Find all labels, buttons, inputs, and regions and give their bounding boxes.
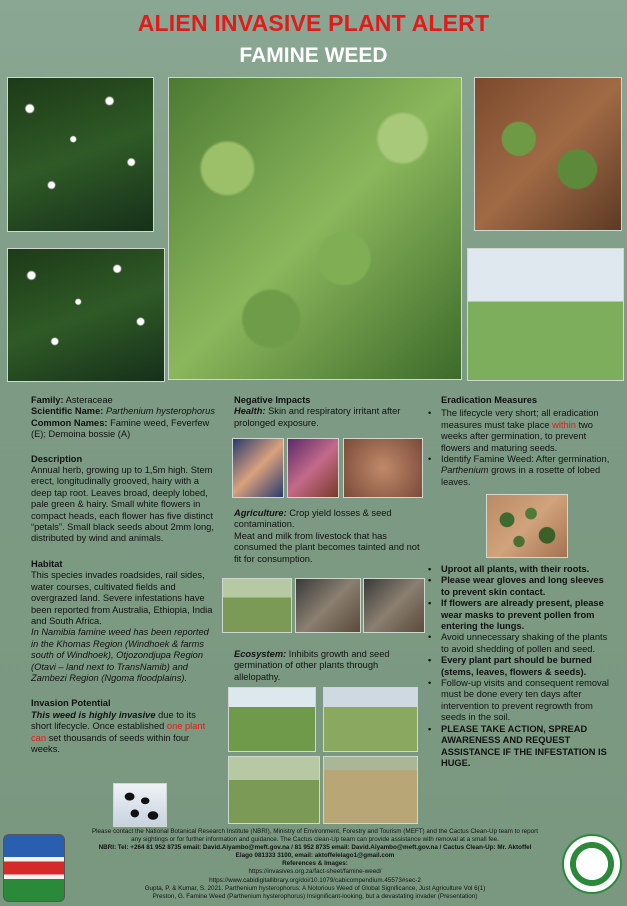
agriculture-text-2: Meat and milk from livestock that has consumed the plant becomes tainted and not fit for consumption. bbox=[234, 530, 420, 564]
impacts-heading: Negative Impacts bbox=[234, 395, 311, 405]
scientific-name-label: Scientific Name: bbox=[31, 406, 104, 417]
photo-infested-field bbox=[467, 248, 624, 381]
photo-black-seeds bbox=[113, 783, 167, 827]
eradication-bullet-5: • If flowers are already present, please wear masks to prevent pollen from entering the lungs. bbox=[427, 598, 613, 632]
eradication-heading: Eradication Measures bbox=[441, 395, 538, 405]
photo-savanna bbox=[323, 687, 418, 752]
poster-subtitle: FAMINE WEED bbox=[239, 44, 388, 67]
agriculture-label: Agriculture: bbox=[234, 508, 287, 518]
footer-contact-text: Please contact the National Botanical Research Institute (NBRI), Ministry of Environment, Forestry and Tourism (MEFT) and the Cactus Clean-Up team to report any sightings or for further information and guidance. The Cactus clean-Up team can provide assistance with removal at a small fee. bbox=[91, 828, 539, 844]
invasion-heading: Invasion Potential bbox=[31, 698, 111, 709]
reference-1: https://invasives.org.za/fact-sheet/famine-weed/ bbox=[248, 868, 382, 876]
habitat-text: This species invades roadsides, rail sides, water courses, cultivated fields and overgrazed land. Severe infestations have been reported from Australia, Ethiopia, India and South Africa. bbox=[31, 570, 213, 626]
reference-2: https://www.cabidigitallibrary.org/doi/10.1079/cabicompendium.45573#sec-2 bbox=[209, 876, 421, 884]
health-label: Health: bbox=[234, 406, 266, 417]
reference-3: Gupta, P. & Kumar, S. 2021. Parthenium hysterophorus: A Notorious Weed of Global Significance, Just Agriculture Vol 6(1) bbox=[144, 884, 486, 892]
habitat-heading: Habitat bbox=[31, 558, 63, 569]
photo-leaf-rosette bbox=[474, 77, 622, 231]
photo-skin-hand bbox=[232, 438, 284, 498]
invasion-text-1: due to its short lifecycle. Once established bbox=[31, 709, 196, 732]
photo-oryx bbox=[323, 756, 418, 824]
agriculture-text: Crop yield losses & seed contamination. bbox=[234, 508, 392, 530]
eradication-bullet-3: • Uproot all plants, with their roots. bbox=[427, 564, 613, 575]
photo-cow-closeup bbox=[363, 578, 425, 633]
eradication-bullet-8: • Follow-up visits and consequent removal must be done every ten days after intervention to prevent regrowth from seeds in the soil. bbox=[427, 678, 613, 724]
description-heading: Description bbox=[31, 453, 83, 464]
photo-antelope bbox=[228, 756, 320, 824]
photo-flowering-stems bbox=[7, 77, 154, 232]
eradication-bullet-7: • Every plant part should be burned (stems, leaves, flowers & seeds). bbox=[427, 655, 613, 678]
family-label: Family: bbox=[31, 395, 64, 405]
photo-goat bbox=[222, 578, 292, 633]
eradication-bullet-6: • Avoid unnecessary shaking of the plants to avoid shedding of pollen and seed. bbox=[427, 632, 613, 655]
family-value: Asteraceae bbox=[65, 395, 113, 405]
eradication-bullet-4: • Please wear gloves and long sleeves to prevent skin contact. bbox=[427, 575, 613, 598]
references-heading: References & Images: bbox=[282, 860, 348, 868]
photo-plant-cluster bbox=[168, 77, 462, 380]
ecosystem-text: Inhibits growth and seed germination of other plants through allelopathy. bbox=[234, 649, 390, 682]
namibia-coat-of-arms-logo bbox=[3, 834, 65, 902]
photo-seed-contamination bbox=[343, 438, 423, 498]
invasion-text-2: set thousands of seeds within four weeks. bbox=[31, 732, 190, 754]
eradication-bullet-1: • The lifecycle very short; all eradication measures must take place within two weeks after germination, to prevent flowers and maturing seeds. bbox=[427, 408, 613, 454]
ecosystem-label: Ecosystem: bbox=[234, 649, 287, 659]
eradication-bullet-2: • Identify Famine Weed: After germination, Parthenium grows in a rosette of lobed leaves. bbox=[427, 454, 613, 488]
ministry-environment-logo bbox=[562, 834, 622, 894]
photo-roadside bbox=[228, 687, 316, 752]
photo-seedling-rosette bbox=[486, 494, 568, 558]
scientific-name-value: Parthenium hysterophorus bbox=[105, 406, 215, 417]
invasion-red-text: one plant can bbox=[31, 721, 206, 743]
habitat-namibia-text: In Namibia famine weed has been reported in the Khomas Region (Windhoek & farms south of Windhoek), Otjozondjupa Region (Otavi – land next to TransNamib) and Zambezi Region (Ngoma floodplains). bbox=[31, 627, 209, 683]
photo-white-flowers bbox=[7, 248, 165, 382]
poster-title: ALIEN INVASIVE PLANT ALERT bbox=[137, 10, 490, 36]
description-text: Annual herb, growing up to 1,5m high. Stem erect, longitudinally grooved, hairy with a deep tap root. Leaves broad, deeply lobed, pale green & hairy. Small white flowers in compact heads, each flower has five distinct “petals”. Small black seeds about 2mm long, distributed by wind and animals. bbox=[31, 465, 214, 544]
invasion-bold-text: This weed is highly invasive bbox=[31, 709, 156, 720]
common-names-value: Famine weed, Feverfew (E); Demoina bossie (A) bbox=[31, 417, 210, 440]
eradication-bullet-9: • PLEASE TAKE ACTION, SPREAD AWARENESS AND REQUEST ASSISTANCE IF THE INFESTATION IS HUGE. bbox=[427, 724, 613, 770]
health-text: Skin and respiratory irritant after prolonged exposure. bbox=[234, 406, 401, 428]
photo-cow bbox=[295, 578, 361, 633]
footer-phone-emails: NBRI: Tel: +264 81 952 8735 email: David.Aiyambo@meft.gov.na / 81 952 8735 email: David.Aiyambo@meft.gov.na / Cactus Clean-Up: Mr. Aktoffel Elago 081333 3100, email: aktoffelelago1@gmail.com bbox=[98, 844, 532, 860]
photo-skin-rash bbox=[287, 438, 339, 498]
contact-footer bbox=[90, 828, 540, 901]
reference-4: Preston, G. Famine Weed (Parthenium hysterophorus) Insignificant-looking, but a devastating invader (Presentation) bbox=[152, 892, 478, 900]
common-names-label: Common Names: bbox=[31, 417, 108, 428]
